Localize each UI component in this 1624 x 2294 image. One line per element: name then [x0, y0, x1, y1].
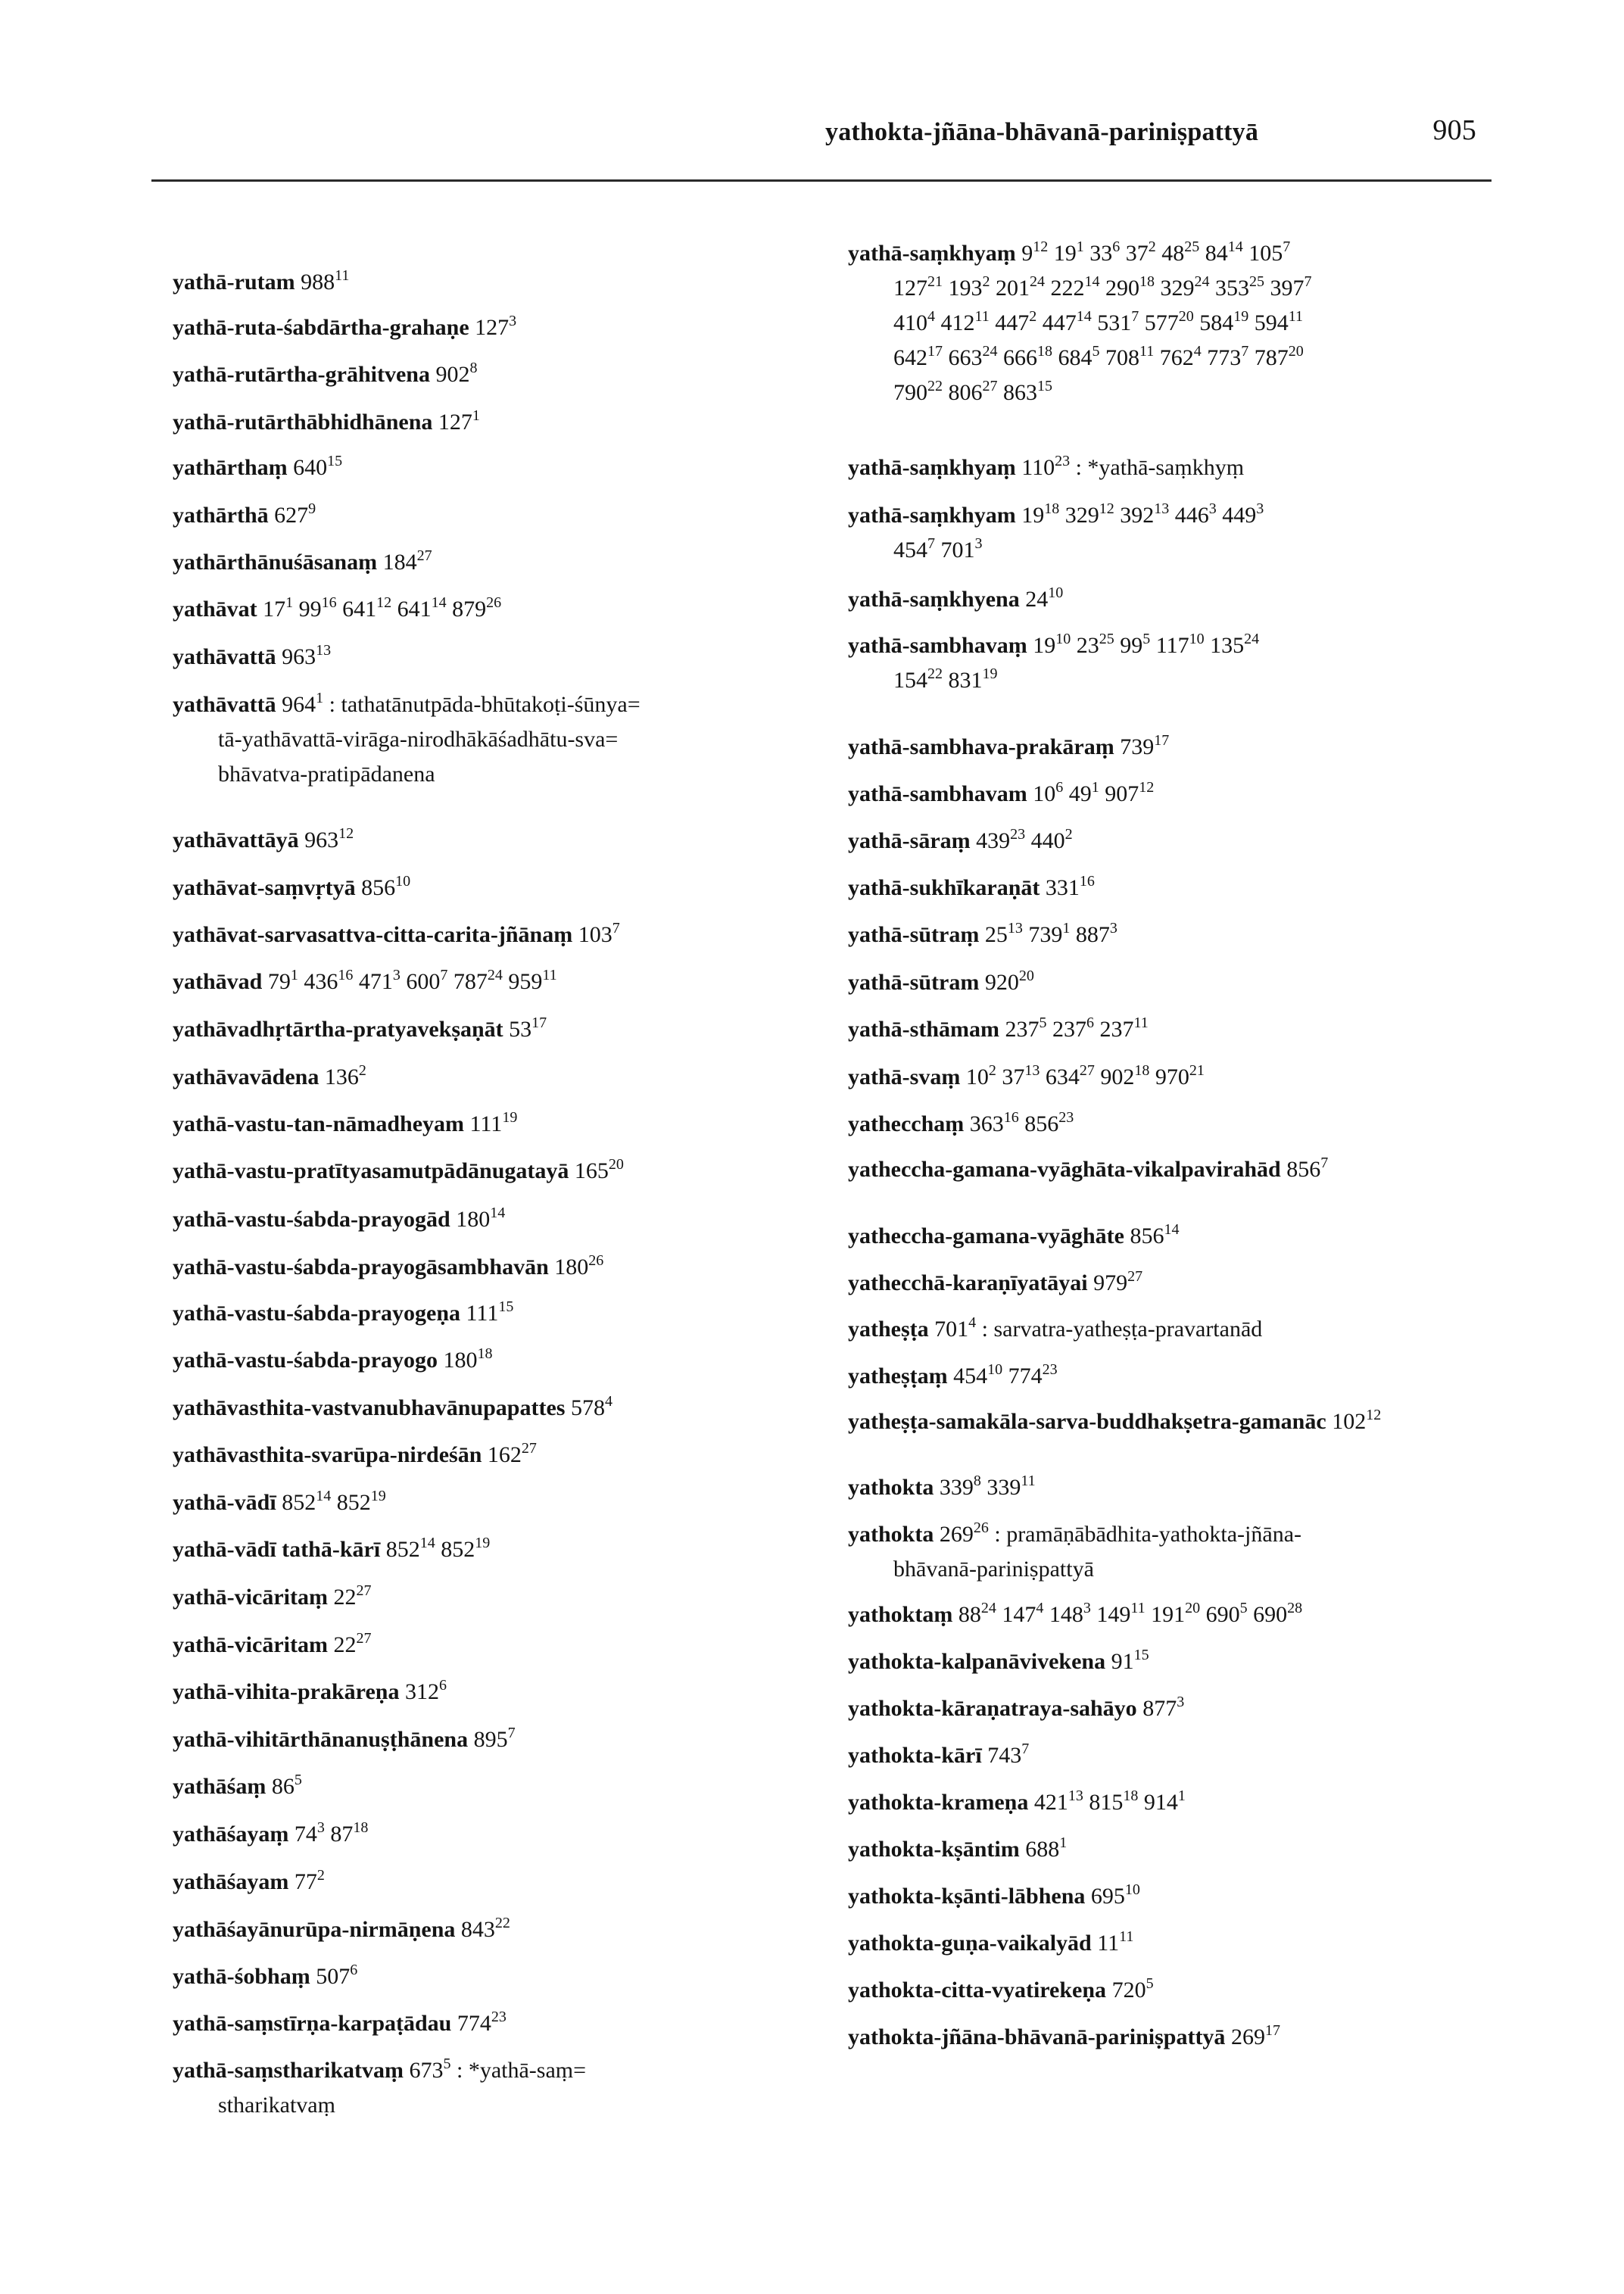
entry-references: $127^3$ [475, 313, 517, 340]
entry-references: $162^{27}$ [487, 1440, 537, 1467]
entry-first-line [848, 777, 1154, 812]
entry-references: $312^6$ [404, 1677, 447, 1704]
entry-continuation-line: $127^{21}$ $193^2$ $201^{24}$ $222^{14}$ $290^{18}$ $329^{24}$ $353^{25}$ $397^7$ [893, 273, 1312, 301]
entry-references: $331^{16}$ [1045, 873, 1095, 900]
entry-headword: yathecchā-karaṇīyatāyai [848, 1270, 1088, 1295]
entry-first-line [173, 2053, 586, 2088]
entry-headword: yathā-vastu-śabda-prayogād [173, 1207, 450, 1232]
entry-headword: yathā-vicāritam [173, 1632, 328, 1657]
entry-references: $902^8$ [435, 360, 478, 387]
entry-headword: yathāvat-saṃvṛtyā [173, 875, 356, 900]
entry-references: $88^{24}$ $147^4$ $148^3$ $149^{11}$ $191^{20}$ $690^5$ $690^{28}$ [958, 1600, 1303, 1627]
index-entry [848, 2020, 1280, 2055]
index-entry [173, 1060, 366, 1095]
entry-references: $269^{17}$ [1230, 2022, 1280, 2049]
entry-first-line [848, 918, 1117, 952]
entry-references: $852^{14}$ $852^{19}$ [385, 1535, 491, 1562]
entry-references: $103^7$ [578, 920, 620, 947]
index-entry [848, 965, 1034, 1000]
index-entry [173, 310, 516, 345]
entry-references: $22^{27}$ [333, 1630, 372, 1657]
entry-headword: yathā-vastu-śabda-prayogeṇa [173, 1301, 461, 1326]
index-entry [848, 1785, 1186, 1820]
entry-headword: yathokta-kṣānti-lābhena [848, 1884, 1086, 1909]
entry-continuation-line: stharikatvaṃ [218, 2093, 335, 2118]
index-entry [173, 1391, 613, 1426]
entry-headword: yathārthānuśāsanaṃ [173, 550, 378, 575]
index-entry [848, 1060, 1205, 1095]
entry-references: $110^{23}$ : *yathā-saṃkhyṃ [1021, 453, 1245, 480]
index-entry [848, 918, 1117, 952]
entry-headword: yathā-saṃstharikatvaṃ [173, 2058, 404, 2083]
entry-first-line [848, 2020, 1280, 2055]
index-entry [848, 1152, 1328, 1187]
entry-headword: yatheṣṭa-samakāla-sarva-buddhakṣetra-gamanāc [848, 1409, 1326, 1434]
entry-references: $9^{12}$ $19^1$ $33^6$ $37^2$ $48^{25}$ $84^{14}$ $105^7$ [1021, 238, 1291, 266]
entry-first-line [173, 498, 316, 533]
index-entry [173, 1438, 537, 1473]
entry-references: $507^6$ [316, 1962, 358, 1989]
index-entry [848, 1832, 1067, 1867]
entry-headword: yathāvasthita-svarūpa-nirdeśān [173, 1442, 482, 1467]
index-entry [173, 1012, 547, 1047]
entry-references: $91^{15}$ [1111, 1647, 1149, 1674]
entry-references: $180^{18}$ [443, 1345, 493, 1373]
entry-first-line [848, 582, 1063, 617]
entry-first-line [173, 1628, 371, 1663]
index-entry [848, 1879, 1140, 1914]
entry-references: $421^{13}$ $815^{18}$ $914^1$ [1033, 1788, 1186, 1815]
entry-references: $856^7$ [1286, 1155, 1329, 1182]
entry-headword: yathā-sāraṃ [848, 828, 971, 853]
index-entry [173, 592, 501, 627]
entry-first-line [848, 1266, 1142, 1301]
index-entry [173, 1296, 513, 1331]
entry-headword: yathokta-krameṇa [848, 1790, 1029, 1815]
entry-references: $74^3$ $87^{18}$ [294, 1819, 369, 1847]
entry-first-line [848, 1404, 1381, 1439]
entry-first-line [173, 1532, 490, 1567]
entry-headword: yathāvattā [173, 692, 276, 717]
entry-references: $19^{10}$ $23^{25}$ $99^5$ $117^{10}$ $135^{24}$ [1033, 631, 1260, 658]
entry-headword: yathāvadhṛtārtha-pratyavekṣaṇāt [173, 1017, 503, 1042]
entry-references: $339^8$ $339^{11}$ [939, 1473, 1036, 1500]
entry-headword: yatheccha-gamana-vyāghāta-vikalpavirahād [848, 1157, 1281, 1182]
index-entry [173, 1769, 302, 1804]
entry-references: $363^{16}$ $856^{23}$ [969, 1109, 1074, 1136]
index-entry [173, 1959, 357, 1994]
entry-first-line [173, 1675, 447, 1710]
entry-headword: yatheṣṭa [848, 1317, 929, 1342]
entry-references: $688^1$ [1025, 1834, 1068, 1862]
index-entry [173, 545, 432, 580]
index-entry [173, 1580, 371, 1615]
entry-references: $25^{13}$ $739^1$ $887^3$ [984, 920, 1117, 947]
index-entry [173, 1202, 505, 1237]
index-entry [173, 2006, 507, 2041]
entry-references: $237^5$ $237^6$ $237^{11}$ [1005, 1015, 1149, 1042]
header-rule [151, 179, 1492, 182]
index-entry [848, 1926, 1133, 1961]
entry-headword: yathā-svaṃ [848, 1064, 961, 1089]
entry-first-line [173, 1012, 547, 1047]
entry-first-line [173, 640, 331, 675]
entry-continuation-line: $790^{22}$ $806^{27}$ $863^{15}$ [893, 378, 1052, 405]
entry-references: $673^5$ : *yathā-saṃ= [409, 2056, 587, 2083]
entry-headword: yathā-ruta-śabdārtha-grahaṇe [173, 315, 469, 340]
entry-headword: yatheṣṭaṃ [848, 1364, 948, 1389]
entry-references: $10^2$ $37^{13}$ $634^{27}$ $902^{18}$ $970^{21}$ [965, 1062, 1205, 1089]
entry-headword: yathā-vastu-śabda-prayogāsambhavān [173, 1255, 549, 1279]
entry-first-line [173, 1438, 537, 1473]
entry-references: $895^7$ [473, 1725, 516, 1752]
entry-first-line [173, 1296, 513, 1331]
entry-headword: yathā-vastu-śabda-prayogo [173, 1348, 438, 1373]
entry-references: $877^3$ [1142, 1694, 1185, 1721]
entry-references: $743^7$ [987, 1741, 1030, 1768]
index-entry [848, 1266, 1142, 1301]
entry-references: $695^{10}$ [1090, 1881, 1140, 1909]
index-entry [173, 357, 477, 392]
entry-continuation-line: tā-yathāvattā-virāga-nirodhākāśadhātu-sva= [218, 727, 619, 752]
entry-references: $439^{23}$ $440^2$ [976, 826, 1073, 853]
entry-first-line [848, 1926, 1133, 1961]
entry-headword: yathā-vastu-tan-nāmadheyam [173, 1111, 465, 1136]
entry-first-line [848, 1973, 1154, 2008]
entry-first-line [173, 1107, 517, 1142]
index-entry [848, 1404, 1381, 1439]
entry-references: $963^{13}$ [282, 642, 332, 669]
entry-references: $979^{27}$ [1093, 1268, 1143, 1295]
entry-first-line [848, 498, 1264, 533]
entry-first-line [173, 1202, 505, 1237]
entry-first-line [173, 1060, 366, 1095]
entry-references: $22^{27}$ [333, 1582, 372, 1610]
entry-headword: yathokta [848, 1475, 934, 1500]
running-head [825, 114, 1476, 156]
entry-first-line [173, 545, 432, 580]
entry-references: $720^5$ [1111, 1975, 1154, 2003]
index-entry [173, 405, 480, 440]
entry-references: $627^9$ [274, 500, 316, 528]
entry-references: $988^{11}$ [301, 267, 350, 295]
entry-headword: yathā-śobhaṃ [173, 1964, 310, 1989]
entry-headword: yathokta-kṣāntim [848, 1837, 1020, 1862]
index-entry [848, 1107, 1074, 1142]
entry-headword: yathokta-kalpanāvivekena [848, 1649, 1106, 1674]
entry-headword: yathāśaṃ [173, 1774, 267, 1799]
entry-headword: yatheccha-gamana-vyāghāte [848, 1223, 1124, 1248]
entry-first-line [173, 592, 501, 627]
entry-headword: yathā-sambhavaṃ [848, 633, 1027, 658]
entry-first-line [848, 1219, 1179, 1254]
entry-first-line [173, 1817, 368, 1852]
entry-references: $53^{17}$ [509, 1015, 547, 1042]
entry-headword: yathāvad [173, 969, 263, 994]
running-head-title: yathokta-jñāna-bhāvanā-pariniṣpattyā [825, 118, 1259, 146]
entry-headword: yathā-rutārthābhidhānena [173, 410, 433, 435]
entry-headword: yathā-saṃkhyaṃ [848, 241, 1016, 266]
entry-first-line [848, 450, 1244, 485]
index-entry [848, 236, 1312, 410]
entry-first-line [173, 1250, 603, 1285]
entry-headword: yathokta [848, 1522, 934, 1547]
entry-headword: yathā-rutārtha-grāhitvena [173, 362, 430, 387]
entry-references: $454^{10}$ $774^{23}$ [953, 1361, 1058, 1389]
entry-headword: yathā-sūtram [848, 970, 980, 995]
entry-references: $10^6$ $49^1$ $907^{12}$ [1033, 779, 1155, 806]
index-entry [848, 1644, 1149, 1679]
entry-headword: yathokta-guṇa-vaikalyād [848, 1931, 1092, 1956]
entry-first-line [848, 824, 1073, 859]
entry-first-line [848, 1152, 1328, 1187]
entry-headword: yathoktaṃ [848, 1602, 953, 1627]
entry-first-line [848, 730, 1169, 765]
entry-references: $180^{26}$ [554, 1252, 604, 1279]
entry-references: $856^{14}$ [1130, 1221, 1180, 1248]
entry-headword: yathāvattā [173, 644, 276, 669]
index-entry [848, 1691, 1184, 1726]
entry-first-line [848, 1644, 1149, 1679]
entry-first-line [173, 1865, 325, 1900]
entry-headword: yathā-sukhīkaraṇāt [848, 875, 1040, 900]
index-entry [848, 1470, 1036, 1505]
entry-headword: yathā-saṃkhyena [848, 587, 1020, 612]
entry-first-line [173, 687, 641, 722]
entry-continuation-line: $642^{17}$ $663^{24}$ $666^{18}$ $684^5$ $708^{11}$ $762^4$ $773^7$ $787^{20}$ [893, 343, 1304, 370]
entry-first-line [173, 357, 477, 392]
index-entry [173, 687, 641, 792]
index-entry [848, 1312, 1262, 1347]
entry-references: $852^{14}$ $852^{19}$ [282, 1488, 386, 1515]
entry-first-line [173, 1769, 302, 1804]
index-entry [848, 1517, 1301, 1587]
index-entry [173, 1722, 516, 1757]
entry-first-line [848, 1470, 1036, 1505]
entry-references: $578^4$ [570, 1393, 613, 1420]
entry-references: $79^1$ $436^{16}$ $471^3$ $600^7$ $787^{24}$ $959^{11}$ [267, 967, 557, 994]
entry-references: $269^{26}$ : pramāṇābādhita-yathokta-jñāna- [939, 1519, 1302, 1547]
index-entry [173, 1107, 517, 1142]
entry-references: $86^5$ [271, 1772, 302, 1799]
index-entry [173, 823, 354, 858]
entry-references: $640^{15}$ [293, 453, 343, 480]
entry-references: $127^1$ [438, 407, 480, 435]
index-entry [173, 918, 620, 952]
index-entry [173, 2053, 586, 2123]
index-entry [848, 1738, 1029, 1773]
entry-references: $136^2$ [324, 1062, 366, 1089]
index-entry [848, 871, 1095, 905]
entry-first-line [848, 1517, 1301, 1552]
entry-references: $843^{22}$ [460, 1915, 510, 1942]
index-entry [173, 450, 342, 485]
entry-first-line [848, 1359, 1058, 1394]
entry-references: $17^1$ $99^{16}$ $641^{12}$ $641^{14}$ $879^{26}$ [263, 594, 502, 622]
entry-first-line [173, 1580, 371, 1615]
entry-headword: yathāśayānurūpa-nirmāṇena [173, 1917, 456, 1942]
entry-headword: yathāśayaṃ [173, 1822, 289, 1847]
index-entry [173, 1912, 510, 1947]
index-entry [173, 1250, 603, 1285]
index-entry [173, 1628, 371, 1663]
entry-first-line [848, 1785, 1186, 1820]
index-entry [848, 498, 1264, 568]
entry-first-line [848, 1597, 1302, 1632]
index-entry [173, 965, 557, 999]
entry-first-line [848, 628, 1259, 663]
entry-first-line [848, 1107, 1074, 1142]
entry-headword: yathāvattāyā [173, 828, 299, 852]
index-entry [173, 1817, 368, 1852]
entry-headword: yathokta-citta-vyatirekeṇa [848, 1978, 1107, 2003]
index-entry [173, 1675, 447, 1710]
entry-headword: yathāvasthita-vastvanubhavānupapattes [173, 1395, 566, 1420]
entry-continuation-line: $410^4$ $412^{11}$ $447^2$ $447^{14}$ $531^7$ $577^{20}$ $584^{19}$ $594^{11}$ [893, 308, 1304, 335]
entry-headword: yathāvat-sarvasattva-citta-carita-jñānaṃ [173, 922, 573, 947]
entry-headword: yathā-sambhavam [848, 781, 1027, 806]
entry-first-line [173, 450, 342, 485]
entry-first-line [848, 1060, 1205, 1095]
entry-headword: yathokta-jñāna-bhāvanā-pariniṣpattyā [848, 2024, 1226, 2049]
entry-references: $920^{20}$ [984, 968, 1034, 995]
entry-headword: yathokta-kāraṇatraya-sahāyo [848, 1696, 1137, 1721]
index-entry [173, 1154, 624, 1189]
entry-first-line [173, 823, 354, 858]
index-entry [173, 1343, 493, 1378]
entry-first-line [848, 965, 1034, 1000]
entry-first-line [173, 265, 349, 300]
index-entry [848, 582, 1063, 617]
entry-headword: yathā-vihita-prakāreṇa [173, 1679, 400, 1704]
entry-first-line [173, 1912, 510, 1947]
entry-headword: yathārthā [173, 503, 269, 528]
entry-headword: yathecchaṃ [848, 1111, 965, 1136]
index-entry [848, 730, 1169, 765]
entry-headword: yathāvavādena [173, 1064, 320, 1089]
entry-references: $11^{11}$ [1097, 1928, 1134, 1956]
index-entry [848, 450, 1244, 485]
entry-headword: yathā-saṃkhyaṃ [848, 455, 1016, 480]
index-entry [848, 824, 1073, 859]
entry-first-line [848, 1012, 1149, 1047]
entry-first-line [173, 965, 557, 999]
entry-references: $701^4$ : sarvatra-yatheṣṭa-pravartanād [934, 1314, 1263, 1342]
index-entry [173, 871, 410, 905]
entry-first-line [173, 1343, 493, 1378]
entry-headword: yathā-vicāritaṃ [173, 1585, 328, 1610]
entry-first-line [848, 1312, 1262, 1347]
index-entry [173, 1485, 386, 1520]
entry-headword: yathā-sūtraṃ [848, 922, 980, 947]
entry-references: $774^{23}$ [457, 2009, 507, 2036]
entry-headword: yathā-sambhava-prakāraṃ [848, 734, 1114, 759]
entry-first-line [848, 236, 1312, 271]
page-number: 905 [1432, 114, 1476, 146]
entry-references: $180^{14}$ [456, 1205, 506, 1232]
index-entry [173, 1532, 490, 1567]
entry-headword: yathārthaṃ [173, 455, 288, 480]
entry-first-line [173, 1391, 613, 1426]
entry-headword: yathā-vādī tathā-kārī [173, 1537, 381, 1562]
index-entry [848, 777, 1154, 812]
entry-first-line [173, 1485, 386, 1520]
entry-references: $111^{19}$ [469, 1109, 518, 1136]
index-entry [848, 628, 1259, 698]
index-entry [848, 1219, 1179, 1254]
index-entry [173, 1865, 325, 1900]
entry-first-line [173, 1722, 516, 1757]
entry-references: $964^1$ : tathatānutpāda-bhūtakoṭi-śūnya= [282, 690, 641, 717]
entry-headword: yathāśayam [173, 1869, 289, 1894]
entry-headword: yathokta-kārī [848, 1743, 982, 1768]
entry-continuation-line: bhāvatva-pratipādanena [218, 762, 435, 787]
entry-first-line [173, 310, 516, 345]
entry-references: $165^{20}$ [574, 1156, 624, 1183]
entry-references: $102^{12}$ [1332, 1407, 1382, 1434]
entry-references: $24^{10}$ [1025, 584, 1064, 612]
entry-headword: yathā-rutam [173, 270, 295, 295]
index-entry [848, 1973, 1154, 2008]
index-entry [848, 1597, 1302, 1632]
index-entry [173, 265, 349, 300]
entry-first-line [173, 1154, 624, 1189]
entry-references: $739^{17}$ [1120, 732, 1170, 759]
entry-continuation-line: bhāvanā-pariniṣpattyā [893, 1557, 1094, 1582]
entry-first-line [848, 1879, 1140, 1914]
entry-references: $77^2$ [294, 1867, 325, 1894]
index-entry [173, 498, 316, 533]
entry-first-line [848, 871, 1095, 905]
entry-headword: yathā-saṃstīrṇa-karpaṭādau [173, 2011, 452, 2036]
entry-headword: yathā-vastu-pratītyasamutpādānugatayā [173, 1158, 569, 1183]
entry-first-line [173, 2006, 507, 2041]
index-entry [848, 1359, 1058, 1394]
entry-references: $111^{15}$ [466, 1298, 514, 1326]
entry-first-line [173, 871, 410, 905]
entry-continuation-line: $454^7$ $701^3$ [893, 535, 983, 563]
entry-references: $19^{18}$ $329^{12}$ $392^{13}$ $446^3$ $449^3$ [1021, 500, 1264, 528]
index-entry [173, 640, 331, 675]
entry-headword: yathā-saṃkhyam [848, 503, 1016, 528]
entry-references: $856^{10}$ [361, 873, 411, 900]
entry-first-line [848, 1691, 1184, 1726]
entry-references: $963^{12}$ [304, 825, 354, 852]
entry-headword: yathā-vādī [173, 1490, 276, 1515]
entry-continuation-line: $154^{22}$ $831^{19}$ [893, 665, 998, 693]
entry-first-line [173, 918, 620, 952]
entry-first-line [848, 1832, 1067, 1867]
entry-first-line [173, 405, 480, 440]
index-entry [848, 1012, 1149, 1047]
entry-headword: yathā-sthāmam [848, 1017, 999, 1042]
entry-first-line [848, 1738, 1029, 1773]
entry-headword: yathāvat [173, 597, 257, 622]
entry-headword: yathā-vihitārthānanuṣṭhānena [173, 1727, 469, 1752]
entry-first-line [173, 1959, 357, 1994]
entry-references: $184^{27}$ [382, 547, 432, 575]
